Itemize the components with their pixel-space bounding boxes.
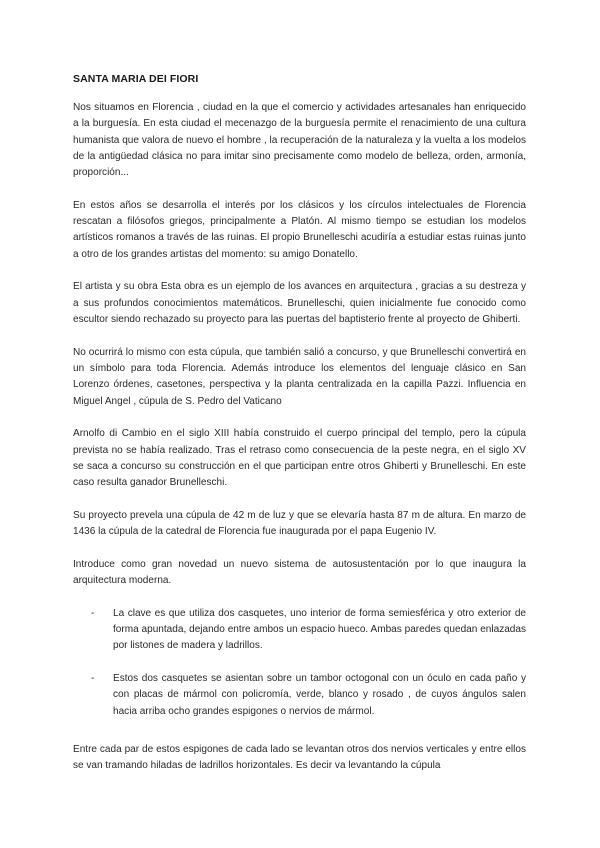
paragraph: Introduce como gran novedad un nuevo sistema de autosustentación por lo que inaugura la arquitectura moderna. — [73, 558, 526, 587]
document-title: SANTA MARIA DEI FIORI — [73, 73, 199, 85]
paragraph: Nos situamos en Florencia , ciudad en la que el comercio y actividades artesanales han enriquecido a la burguesía. En esta ciudad el mecenazgo de la burguesía permite el renacimiento de una cultura humanista que valora de nuevo el hombre , la recuperación de la naturaleza y la vuelta a los modelos de la antigüedad clásica no para imitar sino precisamente como modelo de belleza, orden, armonía, proporción... — [73, 102, 526, 179]
list-bullet: - — [91, 607, 95, 619]
list-bullet: - — [91, 673, 95, 685]
paragraph: Arnolfo di Cambio en el siglo XIII había construido el cuerpo principal del templo, pero la cúpula prevista no se había realizado. Tras el retraso como consecuencia de la peste negra, en el siglo XV se saca a concurso su construcción en el que participan entre otros Ghiberti y Brunelleschi. En este caso resulta ganador Brunelleschi. — [73, 428, 526, 489]
paragraph: En estos años se desarrolla el interés por los clásicos y los círculos intelectuales de Florencia rescatan a filósofos griegos, principalmente a Platón. Al mismo tiempo se estudian los modelos artísticos romanos a través de las ruinas. El propio Brunelleschi acudiría a estudiar estas ruinas junto a otro de los grandes artistas del momento: su amigo Donatello. — [73, 199, 526, 260]
list-item-text: La clave es que utiliza dos casquetes, uno interior de forma semiesférica y otro exterior de forma apuntada, dejando entre ambos un espacio hueco. Ambas paredes quedan enlazadas por listones de madera y ladrillos. — [113, 607, 526, 652]
dash-list — [73, 606, 526, 720]
document-page — [73, 72, 526, 791]
paragraph: No ocurrirá lo mismo con esta cúpula, que también salió a concurso, y que Brunelleschi convertirá en un símbolo para toda Florencia. Además introduce los elementos del lenguaje clásico en San Lorenzo órdenes, casetones, perspectiva y la planta centralizada en la capilla Pazzi. Influencia en Miguel Angel , cúpula de S. Pedro del Vaticano — [73, 346, 526, 407]
paragraph: El artista y su obra Esta obra es un ejemplo de los avances en arquitectura , gracias a su destreza y a sus profundos conocimientos matemáticos. Brunelleschi, quien inicialmente fue conocido como escultor siendo rechazado su proyecto para las puertas del baptisterio frente al proyecto de Ghiberti. — [73, 281, 526, 326]
paragraph: Su proyecto prevela una cúpula de 42 m de luz y que se elevaría hasta 87 m de altura. En marzo de 1436 la cúpula de la catedral de Florencia fue inaugurada por el papa Eugenio IV. — [73, 509, 526, 538]
paragraph: Entre cada par de estos espigones de cada lado se levantan otros dos nervios verticales y entre ellos se van tramando hiladas de ladrillos horizontales. Es decir va levantando la cúpula — [73, 744, 526, 772]
list-item-text: Estos dos casquetes se asientan sobre un tambor octogonal con un óculo en cada paño y con placas de mármol con policromía, verde, blanco y rosado , de cuyos ángulos salen hacia arriba ocho grandes espigones o nervios de mármol. — [113, 673, 526, 717]
list-item — [73, 671, 526, 720]
list-item — [73, 606, 526, 655]
